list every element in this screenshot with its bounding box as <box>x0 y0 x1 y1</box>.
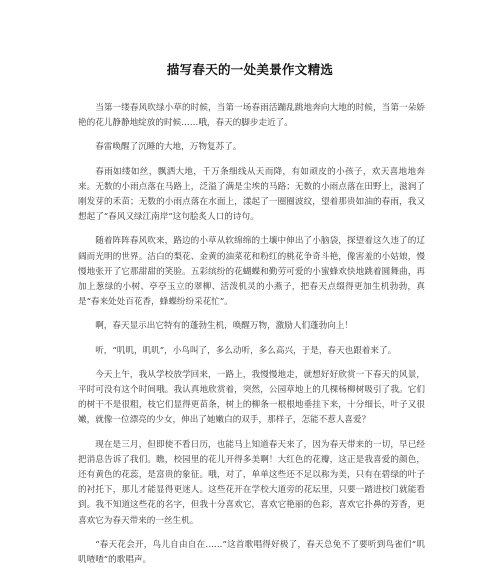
paragraph: 现在是三月，但即使不看日历，也能马上知道春天来了，因为春天带来的一切，早已经把消息告诉了我们。瞧，校园里的花儿开得多美啊！大红色的花瓣，这正是我喜爱的颜色，还有黄色的花蕊，是富贵的象征。哦，对了，单单这些还不足以称为美，只有在碧绿的叶子的衬托下，那儿才能显得更迷人。这些花开在学校大道旁的花坛里，只要一踏进校门就能看到。我不知道这些花的名字，但我十分喜欢它，喜欢它艳丽的色彩，喜欢它扑鼻的芳香，更喜欢它为春天带来的一丝生机。 <box>78 439 425 526</box>
paragraph: 啊，春天显示出它特有的蓬勃生机，唤醒万物，激励人们蓬勃向上！ <box>95 321 354 332</box>
paragraph: 今天上午，我从学校放学回来，一路上，我慢慢地走，就想好好欣赏一下春天的风景，平时可没有这个时间哦。我认真地欣赏着，突然，公园草地上的几棵杨柳树吸引了我。它们的树干不是很粗，枝它们显得更苗条，树上的柳条一根根地垂挂下来，十分细长，叶子又很嫩，就像一位漂亮的少女，伸出了她嫩白的双手，那样子，怎能不惹人喜爱？ <box>78 369 425 426</box>
paragraph: “春天花会开，鸟儿自由自在……”这首歌唱得好极了，春天总免不了要听到鸟雀们“叽叽喳喳”的歌唱声。 <box>78 539 425 566</box>
paragraph: 当第一缕春风吹绿小草的时候，当第一场春雨活蹦乱跳地奔向大地的时候，当第一朵娇艳的花儿静静地绽放的时候……哦，春天的脚步走近了。 <box>78 103 425 129</box>
paragraph: 春雨如缕如丝，飘洒大地，千万条细线从天而降，有如顽皮的小孩子，欢天喜地地奔来。无数的小雨点落在马路上，泛溢了满是尘埃的马路；无数的小雨点落在田野上，滋润了刚发芽的禾苗；无数的小雨点落在水面上，漾起了一圈圈波纹，望着那贵如油的春雨，我又想起了“春风又绿江南岸”这句脍炙人口的诗句。 <box>78 166 425 223</box>
article-body <box>78 101 425 577</box>
paragraph: 春雷唤醒了沉睡的大地，万物复苏了。 <box>95 142 242 153</box>
paragraph: 听，“叽叽，叽叽”，小鸟叫了，多么动听，多么高兴，于是，春天也跟着来了。 <box>95 345 397 356</box>
paragraph: 随着阵阵春风吹来，路边的小草从软绵绵的土壤中伸出了小脑袋，探望着这久违了的辽阔而光明的世界。洁白的梨花、金黄的油菜花和粉红的桃花争奇斗艳，像害羞的小姑娘，慢慢地张开了它那甜甜的笑脸。五彩缤纷的花蝴蝶和勤劳可爱的小蜜蜂欢快地跳着圆舞曲，再加上葱绿的小树、亭亭玉立的翠柳、活泼机灵的小燕子，把春天点缀得更加生机勃勃，真是“春来处处百花香，蜂蝶纷纷采花忙”。 <box>78 236 425 308</box>
page-title: 描写春天的一处美景作文精选 <box>166 62 334 77</box>
